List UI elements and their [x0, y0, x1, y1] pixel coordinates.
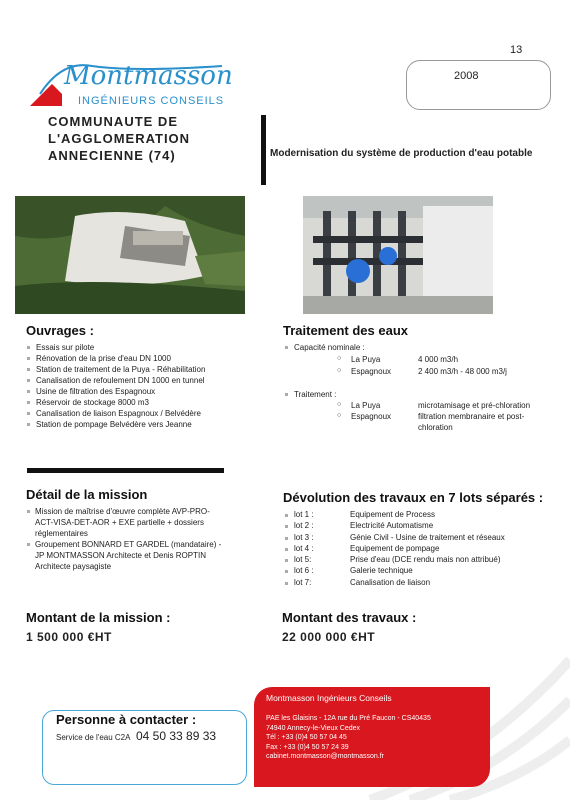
list-item: Essais sur pilote [26, 342, 266, 353]
traitement-value: chloration [418, 423, 453, 432]
contact-title: Personne à contacter : [56, 712, 197, 727]
detail-line: Architecte paysagiste [35, 562, 112, 571]
year: 2008 [454, 70, 479, 82]
list-item: Rénovation de la prise d'eau DN 1000 [26, 353, 266, 364]
detail-line: Groupement BONNARD ET GARDEL (mandataire) - [35, 540, 222, 549]
lot-label: lot 7: [294, 577, 312, 587]
client-line: L'AGGLOMERATION [48, 131, 191, 146]
detail-line: ACT-VISA-DET-AOR + EXE partielle + dossiers [35, 518, 204, 527]
traitement-value: filtration membranaire et post- [418, 412, 525, 421]
detail-list [26, 506, 231, 572]
client-name [48, 113, 248, 164]
traitement-value: microtamisage et pré-chloration [418, 401, 531, 410]
contact-phone: 04 50 33 89 33 [136, 729, 217, 743]
montant-mission-title: Montant de la mission : [26, 610, 171, 625]
detail-item [26, 506, 231, 539]
lot-desc: Equipement de Process [350, 510, 435, 519]
fax-line: Fax : +33 (0)4 50 57 24 39 [266, 743, 349, 751]
montant-travaux-title: Montant des travaux : [282, 610, 417, 625]
lot-bullets [285, 514, 288, 585]
client-line: ANNECIENNE (74) [48, 148, 176, 163]
lot-row [284, 521, 544, 532]
detail-line: réglementaires [35, 529, 88, 538]
list-item: Usine de filtration des Espagnoux [26, 386, 266, 397]
list-item: Canalisation de refoulement DN 1000 en tunnel [26, 375, 266, 386]
lot-row [284, 555, 544, 566]
detail-item [26, 539, 231, 572]
contact-label: Service de l'eau C2A [56, 733, 131, 742]
lot-label: lot 6 : [294, 566, 314, 576]
email-line: cabinet.montmasson@montmasson.fr [266, 753, 384, 760]
horizontal-divider [27, 468, 224, 473]
vertical-divider [261, 115, 266, 185]
company-name: Montmasson Ingénieurs Conseils [266, 693, 392, 703]
lot-desc: Canalisation de liaison [350, 577, 431, 587]
traitement-site: ○ Espagnoux [351, 412, 391, 421]
lot-row [284, 578, 544, 589]
devolution-title: Dévolution des travaux en 7 lots séparés : [283, 490, 544, 505]
ouvrages-title: Ouvrages : [26, 323, 94, 338]
list-item: Canalisation de liaison Espagnoux / Belvédère [26, 408, 266, 419]
traitement-site: ○ La Puya [351, 401, 380, 410]
phone-line: Tél : +33 (0)4 50 57 04 45 [266, 734, 347, 741]
ouvrages-list [26, 342, 266, 430]
logo-name: Montmasson [64, 61, 233, 91]
lot-label: lot 4 : [294, 543, 314, 553]
list-item: Réservoir de stockage 8000 m3 [26, 397, 266, 408]
montant-travaux-value: 22 000 000 €HT [282, 630, 376, 644]
lot-desc: Electricité Automatisme [350, 521, 434, 531]
detail-title: Détail de la mission [26, 487, 148, 502]
lot-desc: Equipement de pompage [350, 543, 440, 553]
lot-row [284, 544, 544, 555]
aerial-photo [15, 196, 245, 314]
capacite-value: 2 400 m3/h - 48 000 m3/j [418, 367, 507, 376]
lot-desc: Génie Civil - Usine de traitement et réseaux [350, 532, 505, 542]
capacite-value: 4 000 m3/h [418, 355, 459, 364]
lot-label: lot 1 : [294, 510, 314, 519]
lot-row [284, 510, 544, 521]
detail-line: Mission de maîtrise d'œuvre complète AVP-PRO- [35, 507, 210, 516]
capacite-site: ○ Espagnoux [351, 367, 391, 376]
traitement-title: Traitement des eaux [283, 323, 408, 338]
capacite-site: ○ La Puya [351, 355, 380, 364]
lot-row [284, 533, 544, 544]
lot-desc: Galerie technique [350, 566, 413, 576]
address-line: PAE les Glaisins - 12A rue du Pré Faucon - CS40435 [266, 715, 431, 722]
client-line: COMMUNAUTE DE [48, 114, 178, 129]
project-title: Modernisation du système de production d'eau potable [270, 148, 533, 159]
detail-line: JP MONTMASSON Architecte et Denis ROPTIN [35, 551, 207, 560]
traitement-list [284, 389, 484, 400]
year-box [406, 60, 551, 110]
lot-label: lot 2 : [294, 521, 314, 531]
lots-list [284, 510, 544, 589]
logo-tagline: INGÉNIEURS CONSEILS [78, 95, 225, 107]
equipment-photo [303, 196, 493, 314]
lot-row [284, 566, 544, 577]
traitement-label: Traitement : [284, 389, 484, 400]
lot-label: lot 5: [294, 555, 312, 565]
capacite-list [284, 342, 484, 353]
montant-mission-value: 1 500 000 €HT [26, 630, 112, 644]
capacite-label: Capacité nominale : [284, 342, 484, 353]
lot-desc: Prise d'eau (DCE rendu mais non attribué) [350, 555, 501, 565]
list-item: Station de traitement de la Puya - Réhabilitation [26, 364, 266, 375]
address-line: 74940 Annecy-le-Vieux Cedex [266, 724, 361, 732]
company-address [266, 714, 486, 762]
page-number: 13 [510, 44, 523, 56]
list-item: Station de pompage Belvédère vers Jeanne [26, 419, 266, 430]
lot-label: lot 3 : [294, 532, 314, 542]
company-logo [22, 54, 236, 112]
